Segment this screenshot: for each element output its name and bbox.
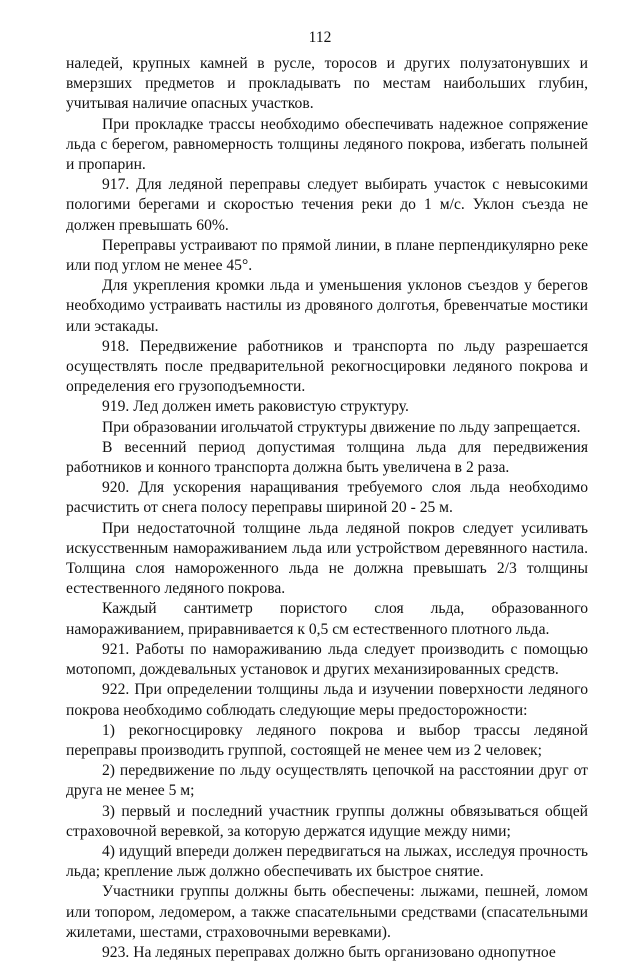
- paragraph-917: 917. Для ледяной переправы следует выбирать участок с невысокими пологими берегами и скоростью течения реки до 1 м/с. Уклон съезда не должен превышать 60%.: [66, 176, 588, 234]
- paragraph-920: 920. Для ускорения наращивания требуемого слоя льда необходимо расчистить от снега полосу переправы шириной 20 - 25 м.: [66, 479, 588, 517]
- paragraph-922: 922. При определении толщины льда и изучении поверхности ледяного покрова необходимо соблюдать следующие меры предосторожности:: [66, 681, 588, 719]
- paragraph: Каждый сантиметр пористого слоя льда, образованного намораживанием, приравнивается к 0,5 см естественного плотного льда.: [66, 600, 588, 638]
- paragraph: При образовании игольчатой структуры движение по льду запрещается.: [102, 418, 581, 436]
- paragraph-continuation: наледей, крупных камней в русле, торосов и других полузатонувших и вмерзших предметов и прокладывать по местам наибольших глубин, учитывая наличие опасных участков.: [66, 55, 588, 113]
- list-item: 4) идущий впереди должен передвигаться на лыжах, исследуя прочность льда; крепление лыж должно обеспечивать их быстрое снятие.: [66, 842, 588, 881]
- paragraph: Участники группы должны быть обеспечены: лыжами, пешней, ломом или топором, ледомером, а также спасательными средствами (спасательными жилетами, шестами, страховочными веревками).: [66, 883, 588, 941]
- paragraph: Для укрепления кромки льда и уменьшения уклонов съездов у берегов необходимо устраивать настилы из дровяного долготья, бревенчатые мостики или эстакады.: [66, 277, 588, 335]
- paragraph: При прокладке трассы необходимо обеспечивать надежное сопряжение льда с берегом, равномерность толщины ледяного покрова, избегать полыней и пропарин.: [66, 115, 588, 174]
- paragraph: Переправы устраивают по прямой линии, в плане перпендикулярно реке или под углом не менее 45°.: [66, 236, 588, 275]
- paragraph-921: 921. Работы по намораживанию льда следует производить с помощью мотопомп, дождевальных установок и других механизированных средств.: [66, 640, 588, 679]
- paragraph-918: 918. Передвижение работников и транспорта по льду разрешается осуществлять после предварительной рекогносцировки ледяного покрова и определения его грузоподъемности.: [66, 337, 588, 396]
- paragraph-923: 923. На ледяных переправах должно быть организовано однопутное: [102, 943, 556, 961]
- list-item: 3) первый и последний участник группы должны обвязываться общей страховочной веревкой, за которую держатся идущие между ними;: [66, 802, 588, 840]
- paragraph: При недостаточной толщине льда ледяной покров следует усиливать искусственным намораживанием льда или устройством деревянного настила. Толщина слоя намороженного льда не должна превышать 2/3 толщины естественного ледяного покрова.: [66, 519, 588, 598]
- list-item: 2) передвижение по льду осуществлять цепочкой на расстоянии друг от друга не менее 5 м;: [66, 762, 588, 800]
- body-text: [66, 54, 588, 963]
- list-item: 1) рекогносцировку ледяного покрова и выбор трассы ледяной переправы производить группой, состоящей не менее чем из 2 человек;: [66, 721, 588, 759]
- paragraph: В весенний период допустимая толщина льда для передвижения работников и конного транспорта должна быть увеличена в 2 раза.: [66, 438, 588, 477]
- page-number: 112: [308, 29, 332, 46]
- paragraph-919: 919. Лед должен иметь раковистую структуру.: [102, 398, 409, 416]
